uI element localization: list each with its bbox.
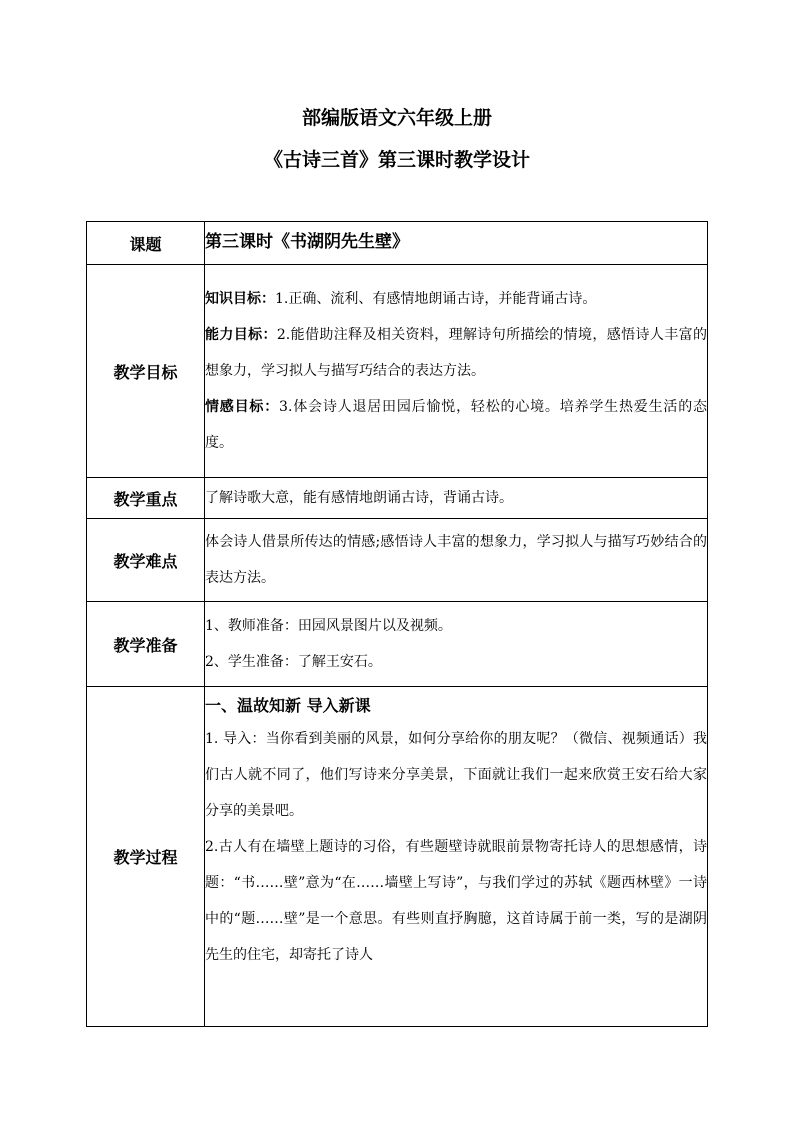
preparation-item: 1、教师准备：田园风景图片以及视频。 (205, 618, 452, 634)
lesson-title: 第三课时《书湖阴先生壁》 (205, 232, 409, 252)
row-content-key-points: 了解诗歌大意，能有感情地朗诵古诗，背诵古诗。 (205, 478, 708, 519)
document-subtitle: 《古诗三首》第三课时教学设计 (263, 149, 530, 171)
row-label-goals: 教学目标 (87, 265, 205, 478)
row-content-preparation (205, 602, 708, 687)
row-label-preparation: 教学准备 (87, 602, 205, 687)
row-label-process: 教学过程 (87, 687, 205, 1027)
row-content-process (205, 687, 708, 1027)
goal-lead: 能力目标： (205, 327, 277, 343)
goal-lead: 情感目标： (205, 399, 280, 415)
row-content-difficulties: 体会诗人借景所传达的情感;感悟诗人丰富的想象力，学习拟人与描写巧妙结合的表达方法。 (205, 519, 708, 602)
lesson-plan-table (86, 221, 708, 1027)
table-row-process (87, 687, 708, 1027)
preparation-item: 2、学生准备：了解王安石。 (205, 654, 382, 670)
goal-lead: 知识目标： (205, 291, 275, 307)
row-label-topic: 课题 (87, 222, 205, 265)
table-row-topic (87, 222, 708, 265)
row-label-difficulties: 教学难点 (87, 519, 205, 602)
goal-item (205, 317, 707, 389)
goal-text: 2.能借助注释及相关资料，理解诗句所描绘的情境，感悟诗人丰富的想象力，学习拟人与描写巧结合的表达方法。 (205, 327, 707, 379)
table-row-key-points (87, 478, 708, 519)
row-content-topic (205, 222, 708, 265)
document-title: 部编版语文六年级上册 (301, 107, 492, 129)
table-row-preparation (87, 602, 708, 687)
goal-text: 3.体会诗人退居田园后愉悦，轻松的心境。培养学生热爱生活的态度。 (205, 399, 708, 451)
table-row-difficulties (87, 519, 708, 602)
goal-item (205, 389, 707, 461)
section-heading: 一、温故知新 导入新课 (205, 696, 371, 715)
process-paragraph: 2.古人有在墙壁上题诗的习俗，有些题壁诗就眼前景物寄托诗人的思想感情，诗题：“书……壁”意为“在……墙壁上写诗”，与我们学过的苏轼《题西林壁》一诗中的“题……壁”是一个意思。有些则直抒胸臆，这首诗属于前一类，写的是湖阴先生的住宅，却寄托了诗人 (205, 839, 707, 963)
goal-item (205, 281, 707, 317)
table-row-goals (87, 265, 708, 478)
goal-text: 1.正确、流利、有感情地朗诵古诗，并能背诵古诗。 (275, 291, 597, 307)
row-content-goals (205, 265, 708, 478)
process-paragraph: 1. 导入：当你看到美丽的风景，如何分享给你的朋友呢？（微信、视频通话）我们古人就不同了，他们写诗来分享美景，下面就让我们一起来欣赏王安石给大家分享的美景吧。 (205, 731, 707, 819)
row-label-key-points: 教学重点 (87, 478, 205, 519)
